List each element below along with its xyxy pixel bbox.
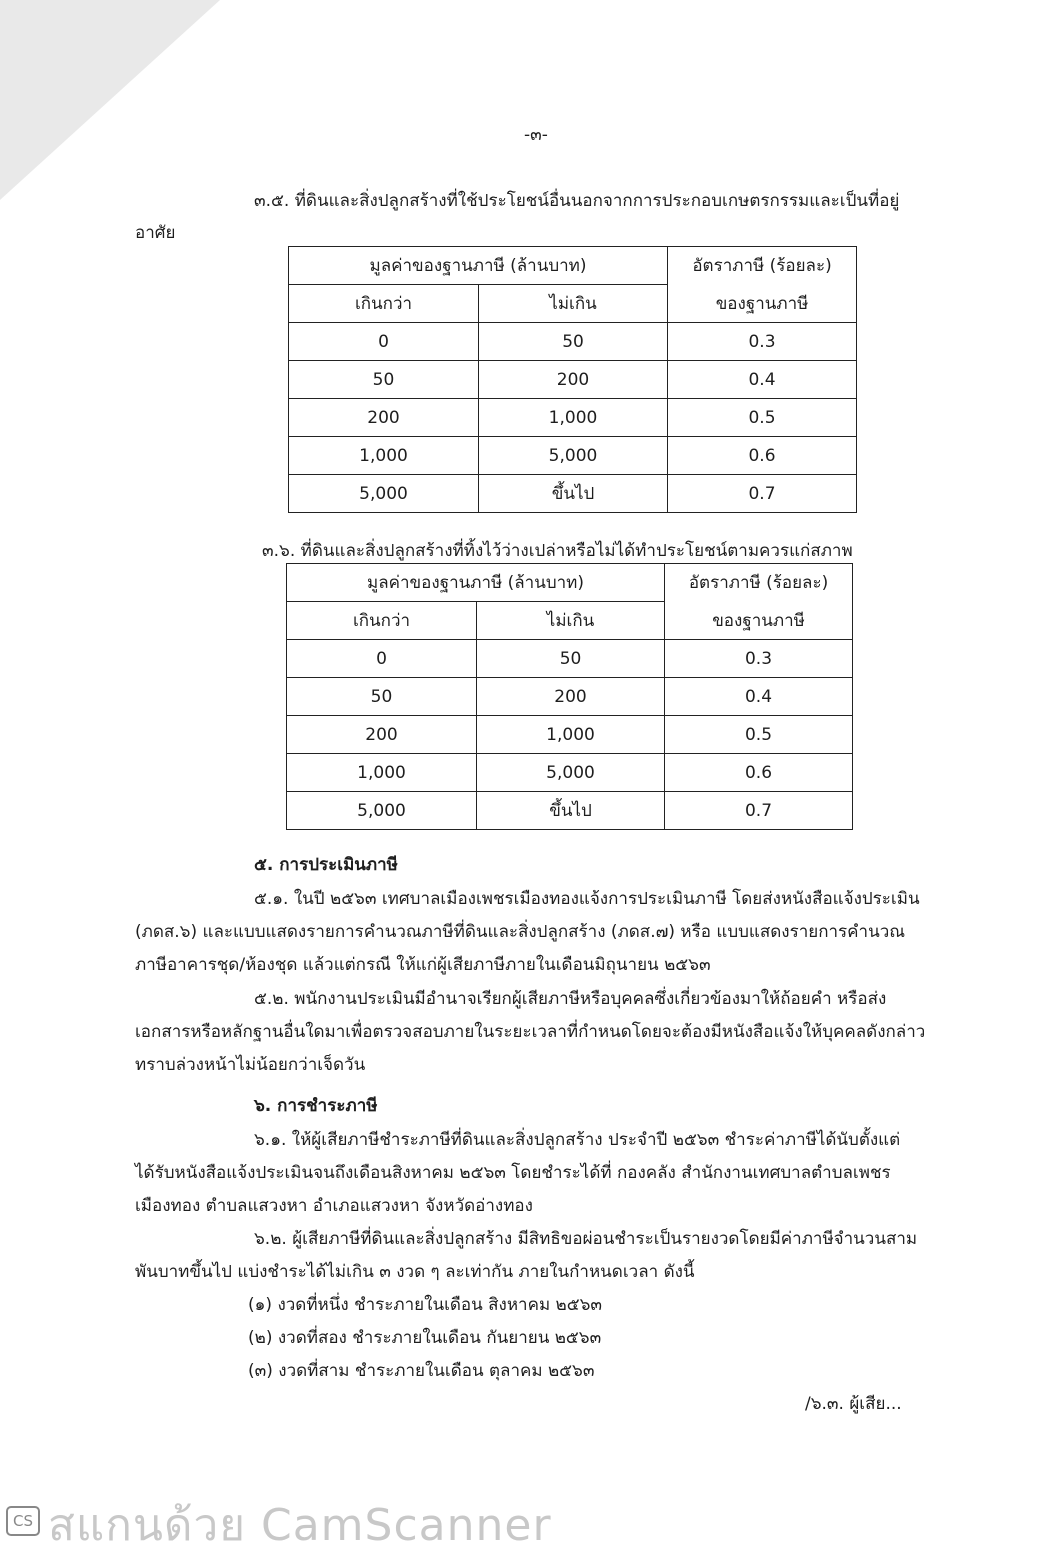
para-5-1-line-2: (ภดส.๖) และแบบแสดงรายการคำนวณภาษีที่ดินและสิ่งปลูกสร้าง (ภดส.๗) หรือ แบบแสดงรายการคำนวณ	[135, 922, 906, 942]
table-col-not-over: ไม่เกิน	[479, 285, 668, 323]
page-number: -๓-	[524, 125, 548, 145]
installment-2: (๒) งวดที่สอง ชำระภายในเดือน กันยายน ๒๕๖๓	[248, 1328, 602, 1348]
cell-over: 50	[287, 678, 477, 716]
cell-over: 200	[287, 716, 477, 754]
cell-over: 50	[289, 361, 479, 399]
section-5-heading: ๕. การประเมินภาษี	[254, 855, 398, 875]
cell-rate: 0.3	[668, 323, 857, 361]
cell-not-over: 1,000	[477, 716, 665, 754]
table-row	[289, 475, 857, 513]
table-rate-header-2: ของฐานภาษี	[665, 602, 853, 640]
para-6-1-line-1: ๖.๑. ให้ผู้เสียภาษีชำระภาษีที่ดินและสิ่งปลูกสร้าง ประจำปี ๒๕๖๓ ชำระค่าภาษีได้นับตั้งแต่	[254, 1130, 901, 1150]
cell-rate: 0.6	[665, 754, 853, 792]
table-row	[287, 792, 853, 830]
cell-rate: 0.3	[665, 640, 853, 678]
table-row	[289, 361, 857, 399]
para-5-1-line-1: ๕.๑. ในปี ๒๕๖๓ เทศบาลเมืองเพชรเมืองทองแจ้งการประเมินภาษี โดยส่งหนังสือแจ้งประเมิน	[254, 889, 920, 909]
cell-rate: 0.4	[668, 361, 857, 399]
para-6-1-line-2: ได้รับหนังสือแจ้งประเมินจนถึงเดือนสิงหาคม ๒๕๖๓ โดยชำระได้ที่ กองคลัง สำนักงานเทศบาลตำบลเพชร	[135, 1163, 891, 1183]
table-rate-header: อัตราภาษี (ร้อยละ)	[668, 247, 857, 285]
cell-rate: 0.7	[665, 792, 853, 830]
para-6-2-line-2: พันบาทขึ้นไป แบ่งชำระได้ไม่เกิน ๓ งวด ๆ ละเท่ากัน ภายในกำหนดเวลา ดังนี้	[135, 1262, 695, 1282]
cell-not-over: 200	[479, 361, 668, 399]
table-col-over: เกินกว่า	[289, 285, 479, 323]
para-5-2-line-3: ทราบล่วงหน้าไม่น้อยกว่าเจ็ดวัน	[135, 1055, 366, 1075]
table-row	[289, 399, 857, 437]
table-rate-header: อัตราภาษี (ร้อยละ)	[665, 564, 853, 602]
cell-not-over: 1,000	[479, 399, 668, 437]
cell-not-over: 200	[477, 678, 665, 716]
para-6-2-line-1: ๖.๒. ผู้เสียภาษีที่ดินและสิ่งปลูกสร้าง มีสิทธิขอผ่อนชำระเป็นรายงวดโดยมีค่าภาษีจำนวนสาม	[254, 1229, 918, 1249]
table-col-not-over: ไม่เกิน	[477, 602, 665, 640]
table-row	[287, 678, 853, 716]
para-6-1-line-3: เมืองทอง ตำบลแสวงหา อำเภอแสวงหา จังหวัดอ่างทอง	[135, 1196, 533, 1216]
table-row	[287, 716, 853, 754]
section-3-5-heading-cont: อาศัย	[135, 223, 176, 243]
para-5-1-line-3: ภาษีอาคารชุด/ห้องชุด แล้วแต่กรณี ให้แก่ผู้เสียภาษีภายในเดือนมิถุนายน ๒๕๖๓	[135, 955, 711, 975]
table-row	[287, 754, 853, 792]
cell-not-over: ขึ้นไป	[477, 792, 665, 830]
table-rate-header-2: ของฐานภาษี	[668, 285, 857, 323]
section-3-5-heading: ๓.๕. ที่ดินและสิ่งปลูกสร้างที่ใช้ประโยชน์อื่นนอกจากการประกอบเกษตรกรรมและเป็นที่อยู่	[254, 191, 900, 211]
camscanner-logo-icon: CS	[6, 1506, 40, 1536]
section-6-heading: ๖. การชำระภาษี	[254, 1096, 378, 1116]
para-5-2-line-1: ๕.๒. พนักงานประเมินมีอำนาจเรียกผู้เสียภาษีหรือบุคคลซึ่งเกี่ยวข้องมาให้ถ้อยคำ หรือส่ง	[254, 989, 887, 1009]
cell-over: 0	[289, 323, 479, 361]
page-fold-shadow	[0, 0, 220, 200]
cell-rate: 0.5	[665, 716, 853, 754]
cell-over: 5,000	[287, 792, 477, 830]
cell-rate: 0.6	[668, 437, 857, 475]
table-row	[289, 437, 857, 475]
cell-not-over: 5,000	[479, 437, 668, 475]
para-5-2-line-2: เอกสารหรือหลักฐานอื่นใดมาเพื่อตรวจสอบภายในระยะเวลาที่กำหนดโดยจะต้องมีหนังสือแจ้งให้บุคคลดังกล่าว	[135, 1022, 926, 1042]
continuation-note: /๖.๓. ผู้เสีย...	[805, 1394, 902, 1414]
cell-not-over: ขึ้นไป	[479, 475, 668, 513]
installment-1: (๑) งวดที่หนึ่ง ชำระภายในเดือน สิงหาคม ๒๕๖๓	[248, 1295, 603, 1315]
table-group-header: มูลค่าของฐานภาษี (ล้านบาท)	[287, 564, 665, 602]
cell-not-over: 50	[477, 640, 665, 678]
table-group-header: มูลค่าของฐานภาษี (ล้านบาท)	[289, 247, 668, 285]
table-row	[289, 323, 857, 361]
watermark-text: สแกนด้วย CamScanner	[48, 1500, 552, 1551]
cell-rate: 0.4	[665, 678, 853, 716]
section-3-6-heading: ๓.๖. ที่ดินและสิ่งปลูกสร้างที่ทิ้งไว้ว่างเปล่าหรือไม่ได้ทำประโยชน์ตามควรแก่สภาพ	[262, 541, 853, 561]
scanner-watermark	[0, 1488, 1059, 1551]
cell-not-over: 50	[479, 323, 668, 361]
cell-over: 5,000	[289, 475, 479, 513]
cell-over: 1,000	[289, 437, 479, 475]
installment-3: (๓) งวดที่สาม ชำระภายในเดือน ตุลาคม ๒๕๖๓	[248, 1361, 595, 1381]
table-row	[287, 640, 853, 678]
cell-over: 200	[289, 399, 479, 437]
cell-over: 0	[287, 640, 477, 678]
cell-not-over: 5,000	[477, 754, 665, 792]
tax-rate-table-3-6	[286, 563, 853, 830]
tax-rate-table-3-5	[288, 246, 857, 513]
table-col-over: เกินกว่า	[287, 602, 477, 640]
cell-rate: 0.5	[668, 399, 857, 437]
cell-rate: 0.7	[668, 475, 857, 513]
cell-over: 1,000	[287, 754, 477, 792]
